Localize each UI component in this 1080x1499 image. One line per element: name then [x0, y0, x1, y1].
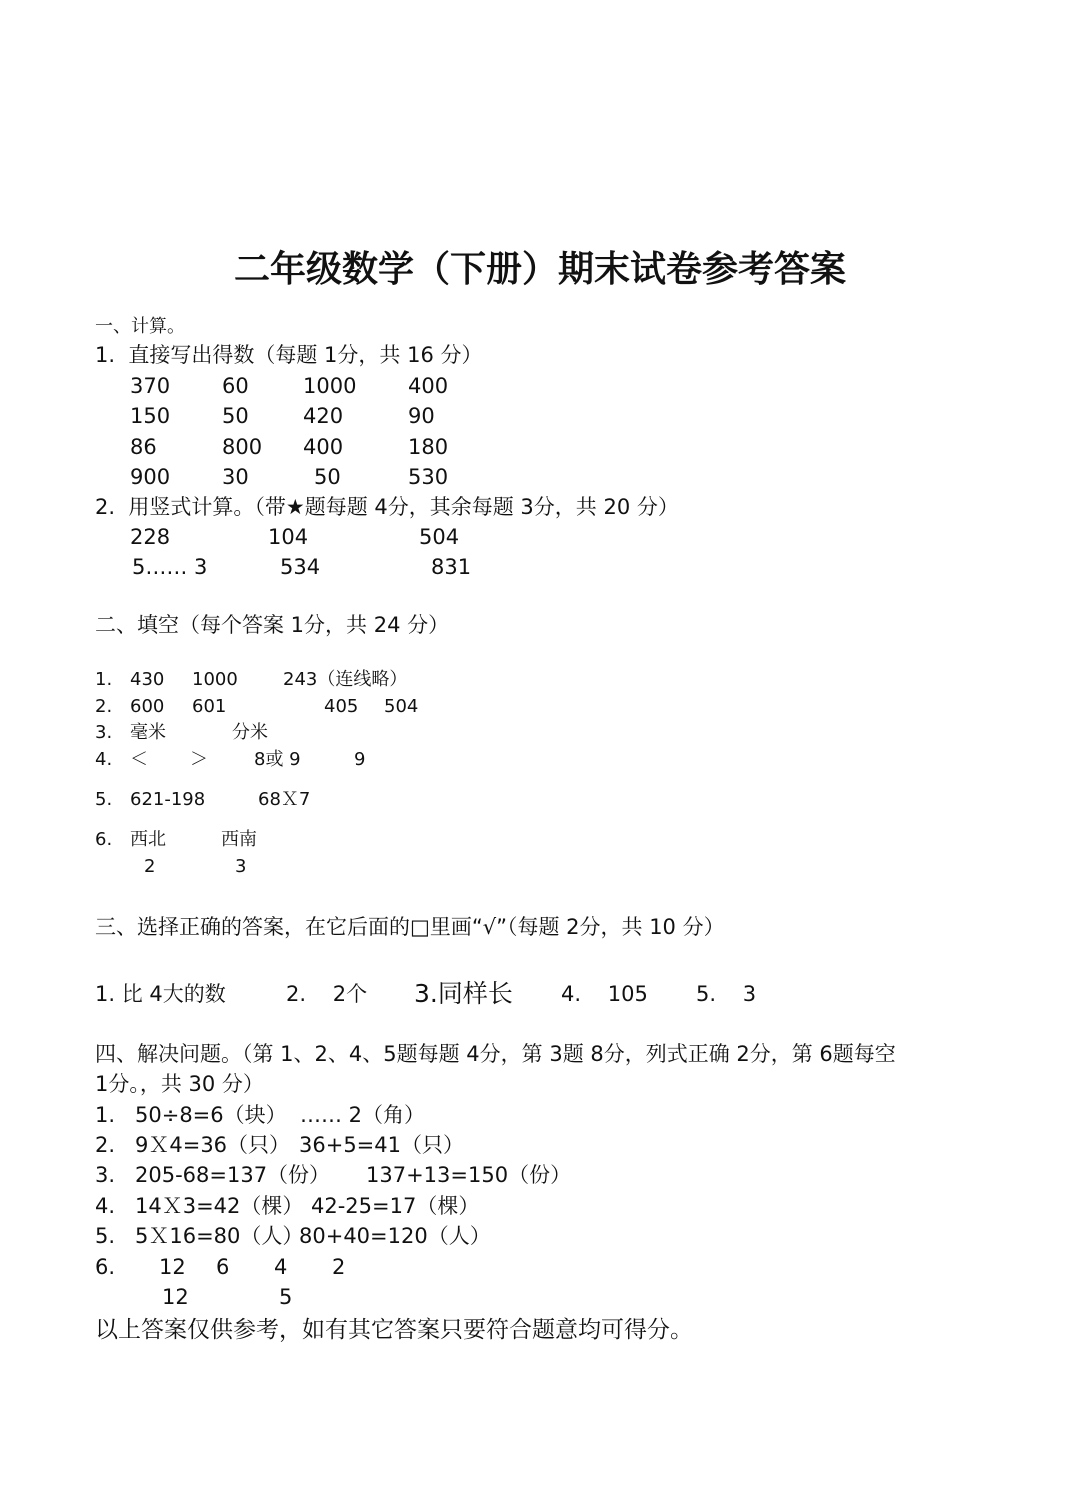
page-title: 二年级数学（下册）期末试卷参考答案 — [233, 249, 846, 290]
fill-answer: 430 — [130, 669, 165, 690]
q2-cell: 5…… 3 — [132, 555, 208, 579]
solve-num: 4. — [95, 1194, 116, 1218]
solve-answer: 205-68=137（份） — [135, 1163, 331, 1187]
fill-answer: 西北 — [130, 829, 166, 850]
fill-answer: 68Ｘ7 — [258, 789, 311, 810]
choice-answer: 5. 3 — [696, 982, 757, 1006]
solve-answer: 36+5=41（只） — [299, 1133, 464, 1157]
solve-answer: 42-25=17（棵） — [311, 1194, 480, 1218]
fill-num: 1. — [95, 669, 113, 690]
solve-sub-answer: 5 — [279, 1285, 293, 1309]
solve-answer: 14Ｘ3=42（棵） — [135, 1194, 304, 1218]
fill-sub-answer: 3 — [235, 856, 247, 877]
solve-answer: 80+40=120（人） — [299, 1224, 491, 1248]
q1-cell: 150 — [130, 404, 171, 428]
fill-answer: 243（连线略） — [283, 669, 408, 690]
solve-answer: 2 — [332, 1255, 346, 1279]
fill-answer: 405 — [324, 696, 359, 717]
footer-note: 以上答案仅供参考，如有其它答案只要符合题意均可得分。 — [95, 1317, 693, 1343]
fill-num: 2. — [95, 696, 113, 717]
q1-cell: 86 — [130, 435, 157, 459]
solve-num: 3. — [95, 1163, 116, 1187]
fill-sub-answer: 2 — [144, 856, 156, 877]
q2-cell: 104 — [268, 525, 309, 549]
q1-cell: 60 — [222, 374, 249, 398]
solve-answer: 9Ｘ4=36（只） — [135, 1133, 291, 1157]
q2-cell: 831 — [431, 555, 472, 579]
choice-answer: 3.同样长 — [414, 979, 513, 1008]
section-1-q2-label: 2. 用竖式计算。（带★题每题 4分，其余每题 3分，共 20 分） — [95, 495, 679, 519]
q1-cell: 30 — [222, 465, 249, 489]
q1-cell: 420 — [303, 404, 344, 428]
section-1-q1-label: 1. 直接写出得数（每题 1分，共 16 分） — [95, 343, 483, 367]
fill-answer: 1000 — [192, 669, 238, 690]
solve-answer: 6 — [216, 1255, 230, 1279]
q1-cell: 50 — [314, 465, 341, 489]
fill-answer: ＞ — [190, 749, 208, 770]
solve-answer: 12 — [159, 1255, 186, 1279]
solve-num: 6. — [95, 1255, 116, 1279]
section-4-heading-cont: 1分。，共 30 分） — [95, 1072, 264, 1096]
fill-num: 6. — [95, 829, 113, 850]
solve-sub-answer: 12 — [162, 1285, 189, 1309]
q1-cell: 530 — [408, 465, 449, 489]
choice-answer: 4. 105 — [561, 982, 648, 1006]
q1-cell: 800 — [222, 435, 263, 459]
fill-answer: 600 — [130, 696, 165, 717]
fill-answer: ＜ — [130, 749, 148, 770]
q1-cell: 50 — [222, 404, 249, 428]
fill-answer: 西南 — [221, 829, 257, 850]
section-3-heading: 三、选择正确的答案，在它后面的□里画“√”（每题 2分，共 10 分） — [95, 915, 725, 939]
fill-answer: 毫米 — [130, 722, 166, 743]
q2-cell: 228 — [130, 525, 171, 549]
fill-num: 4. — [95, 749, 113, 770]
fill-num: 3. — [95, 722, 113, 743]
choice-answer: 1. 比 4大的数 — [95, 982, 226, 1006]
solve-num: 5. — [95, 1224, 116, 1248]
section-1-heading: 一、计算。 — [95, 316, 185, 337]
q1-cell: 900 — [130, 465, 171, 489]
fill-answer: 8或 9 — [254, 749, 301, 770]
q1-cell: 180 — [408, 435, 449, 459]
choice-answer: 2. 2个 — [286, 982, 368, 1006]
fill-answer: 9 — [354, 749, 366, 770]
fill-num: 5. — [95, 789, 113, 810]
solve-answer: 5Ｘ16=80（人） — [135, 1224, 304, 1248]
solve-answer: 50÷8=6（块） …… 2（角） — [135, 1103, 426, 1127]
q1-cell: 400 — [303, 435, 344, 459]
fill-answer: 分米 — [232, 722, 268, 743]
fill-answer: 621-198 — [130, 789, 206, 810]
solve-answer: 4 — [274, 1255, 288, 1279]
q1-cell: 400 — [408, 374, 449, 398]
solve-num: 2. — [95, 1133, 116, 1157]
fill-answer: 504 — [384, 696, 419, 717]
fill-answer: 601 — [192, 696, 227, 717]
section-2-heading: 二、填空（每个答案 1分，共 24 分） — [95, 613, 450, 637]
solve-answer: 137+13=150（份） — [366, 1163, 572, 1187]
q1-cell: 370 — [130, 374, 171, 398]
section-4-heading: 四、解决问题。（第 1、2、4、5题每题 4分，第 3题 8分，列式正确 2分，第 6题每空 — [95, 1042, 896, 1066]
q2-cell: 504 — [419, 525, 460, 549]
q1-cell: 1000 — [303, 374, 357, 398]
solve-num: 1. — [95, 1103, 116, 1127]
q2-cell: 534 — [280, 555, 321, 579]
q1-cell: 90 — [408, 404, 435, 428]
